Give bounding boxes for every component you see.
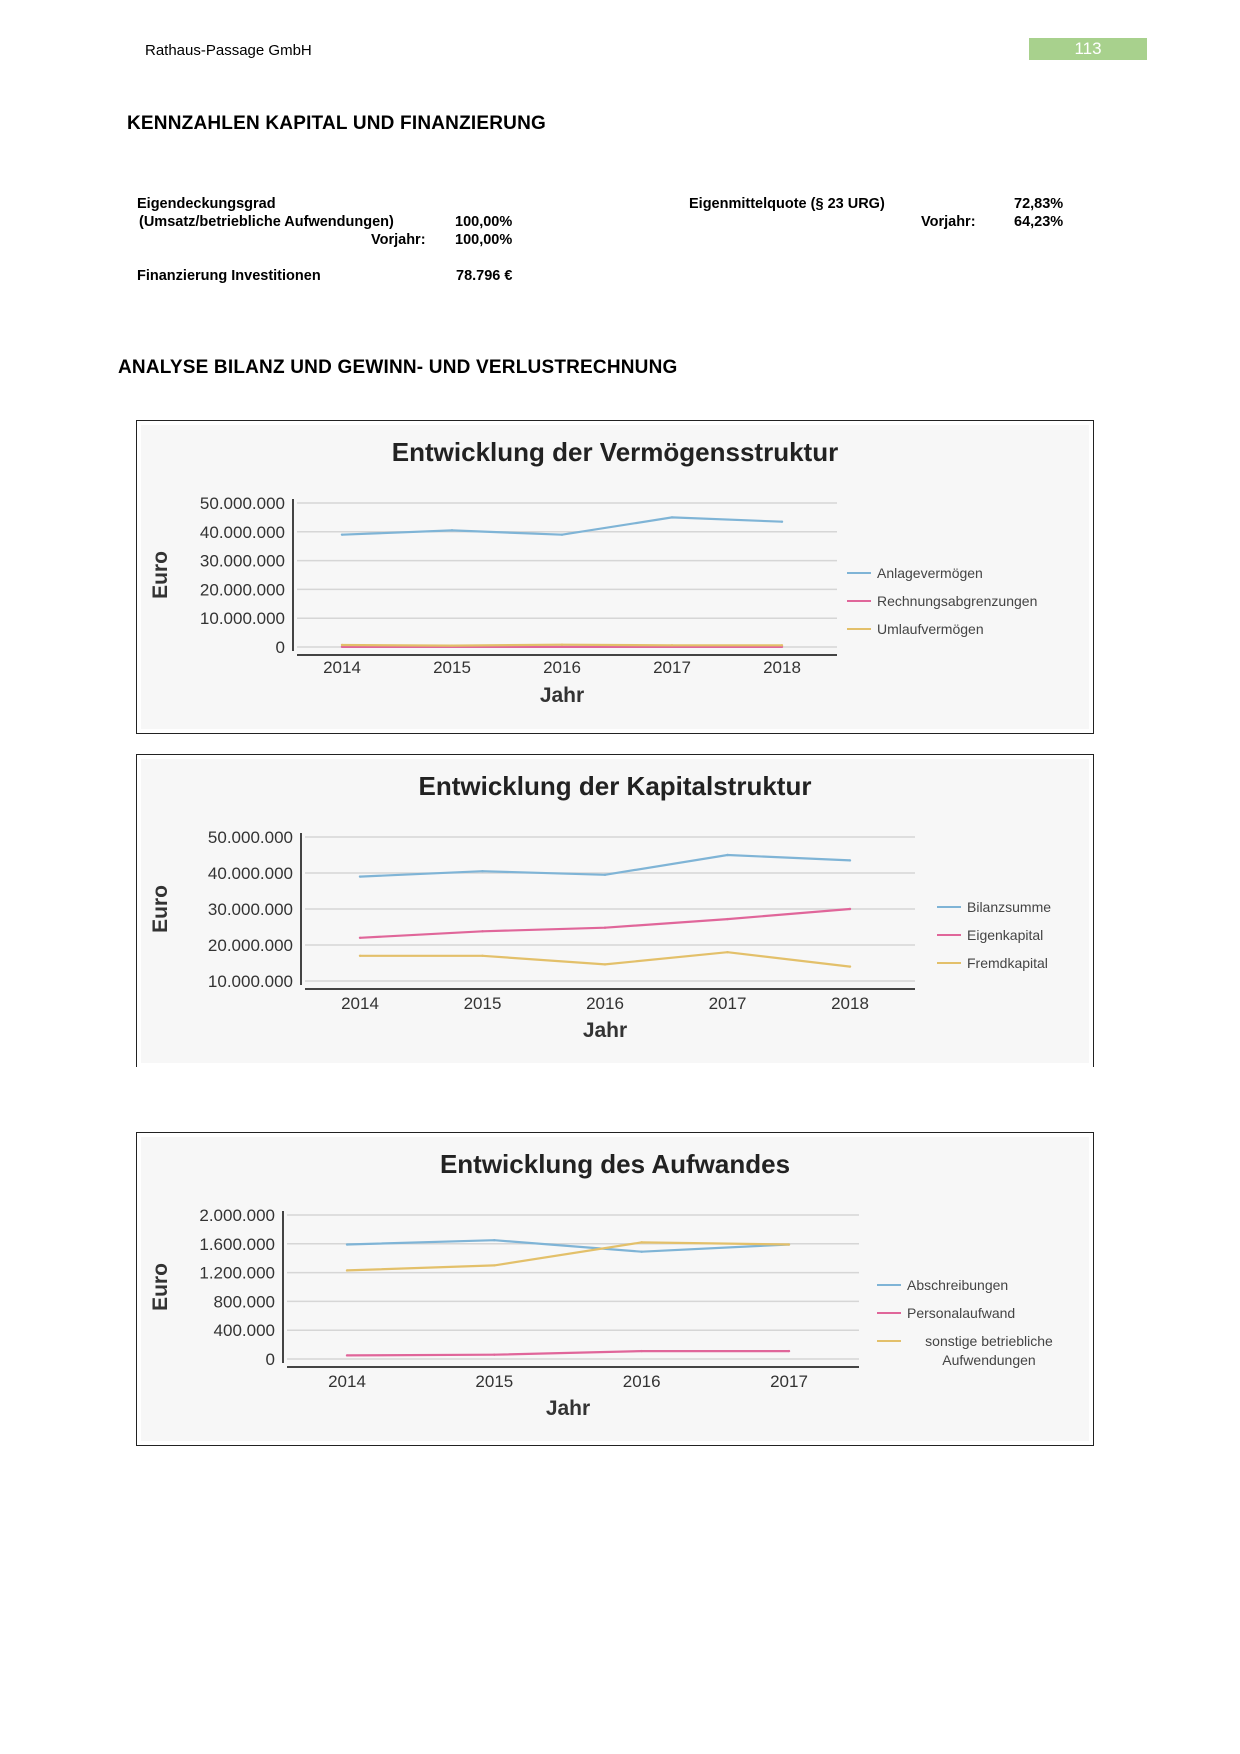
finanzierung-value: 78.796 € (456, 268, 513, 284)
data-point (493, 1264, 495, 1266)
y-tick-label: 1.200.000 (199, 1263, 275, 1283)
page-number: 113 (1029, 38, 1147, 60)
y-axis-label: Euro (149, 885, 172, 933)
y-tick-label: 30.000.000 (199, 551, 285, 571)
data-point (561, 643, 563, 645)
data-point (451, 644, 453, 646)
data-point (346, 1269, 348, 1271)
chart-title: Entwicklung der Kapitalstruktur (418, 771, 812, 801)
x-tick-label: 2017 (708, 994, 747, 1013)
data-point (359, 955, 361, 957)
section-title-kennzahlen: KENNZAHLEN KAPITAL UND FINANZIERUNG (127, 113, 547, 134)
chart-vermoegensstruktur (136, 420, 1094, 734)
legend-label: sonstige betriebliche Aufwendungen (925, 1333, 1053, 1368)
y-tick-label: 0 (265, 1350, 275, 1369)
legend-label: Umlaufvermögen (877, 621, 984, 637)
eigendeckungsgrad-sub: (Umsatz/betriebliche Aufwendungen) (139, 214, 394, 230)
eigendeckungsgrad-vorjahr-label: Vorjahr: (371, 232, 426, 248)
y-tick-label: 20.000.000 (207, 936, 293, 955)
legend-label: Anlagevermögen (877, 565, 983, 581)
y-tick-label: 40.000.000 (207, 864, 293, 883)
data-point (849, 908, 851, 910)
chart-title: Entwicklung des Aufwandes (439, 1149, 791, 1179)
data-point (604, 927, 606, 929)
x-tick-label: 2015 (475, 1372, 514, 1391)
y-tick-label: 0 (275, 638, 285, 657)
x-tick-label: 2014 (328, 1372, 366, 1391)
y-axis-label: Euro (149, 551, 172, 599)
data-point (726, 951, 728, 953)
data-point (346, 1243, 348, 1245)
data-point (451, 529, 453, 531)
x-axis-label: Jahr (539, 684, 585, 707)
y-axis-label: Euro (149, 1263, 172, 1311)
data-point (604, 874, 606, 876)
y-tick-label: 40.000.000 (199, 522, 285, 542)
y-tick-label: 800.000 (213, 1292, 275, 1312)
legend-label: Personalaufwand (907, 1305, 1016, 1321)
data-point (781, 521, 783, 523)
y-tick-label: 10.000.000 (199, 609, 285, 629)
legend-label: Eigenkapital (967, 927, 1044, 943)
x-tick-label: 2015 (463, 994, 502, 1013)
x-tick-label: 2018 (831, 994, 869, 1013)
data-point (671, 516, 673, 518)
x-tick-label: 2014 (341, 994, 379, 1013)
data-point (788, 1243, 790, 1245)
chart-aufwand (136, 1132, 1094, 1446)
data-point (493, 1239, 495, 1241)
eigenmittelquote-prev-value: 64,23% (1014, 214, 1064, 230)
eigenmittelquote-vorjahr-label: Vorjahr: (921, 214, 976, 230)
legend-label: Fremdkapital (967, 955, 1048, 971)
data-point (788, 1350, 790, 1352)
series-line-1 (347, 1351, 789, 1355)
data-point (604, 963, 606, 965)
eigendeckungsgrad-label: Eigendeckungsgrad (137, 196, 276, 212)
data-point (849, 965, 851, 967)
data-point (359, 937, 361, 939)
y-tick-label: 50.000.000 (207, 828, 293, 847)
data-point (726, 918, 728, 920)
company-name: Rathaus-Passage GmbH (145, 42, 312, 59)
data-point (561, 646, 563, 648)
series-line-0 (347, 1240, 789, 1252)
x-tick-label: 2016 (622, 1372, 661, 1391)
data-point (640, 1251, 642, 1253)
x-tick-label: 2016 (586, 994, 624, 1013)
eigenmittelquote-value: 72,83% (1014, 196, 1064, 212)
chart-vermoegensstruktur-plot (137, 421, 1093, 733)
chart-kapitalstruktur-plot (137, 755, 1093, 1067)
data-point (359, 875, 361, 877)
data-point (640, 1241, 642, 1243)
x-tick-label: 2017 (653, 658, 691, 677)
data-point (726, 854, 728, 856)
y-tick-label: 2.000.000 (199, 1206, 275, 1225)
eigendeckungsgrad-value: 100,00% (455, 214, 513, 230)
y-tick-label: 20.000.000 (199, 580, 285, 600)
chart-aufwand-plot (137, 1133, 1093, 1445)
legend-label: Rechnungsabgrenzungen (877, 593, 1038, 609)
data-point (481, 955, 483, 957)
data-point (481, 870, 483, 872)
data-point (346, 1354, 348, 1356)
section-title-analyse: ANALYSE BILANZ UND GEWINN- UND VERLUSTRECHNUNG (118, 357, 678, 378)
x-tick-label: 2018 (763, 658, 801, 677)
chart-title: Entwicklung der Vermögensstruktur (391, 437, 839, 467)
legend-label: Abschreibungen (907, 1277, 1009, 1293)
x-tick-label: 2016 (543, 658, 581, 677)
data-point (341, 533, 343, 535)
finanzierung-label: Finanzierung Investitionen (137, 268, 321, 284)
data-point (481, 930, 483, 932)
data-point (493, 1353, 495, 1355)
y-tick-label: 50.000.000 (199, 494, 285, 513)
data-point (671, 644, 673, 646)
data-point (640, 1350, 642, 1352)
eigendeckungsgrad-prev-value: 100,00% (455, 232, 513, 248)
y-tick-label: 1.600.000 (199, 1234, 275, 1254)
x-tick-label: 2014 (323, 658, 361, 677)
series-line-1 (360, 909, 850, 938)
data-point (849, 859, 851, 861)
eigenmittelquote-label: Eigenmittelquote (§ 23 URG) (689, 196, 885, 212)
y-tick-label: 30.000.000 (207, 900, 293, 919)
data-point (341, 644, 343, 646)
x-tick-label: 2015 (433, 658, 471, 677)
data-point (561, 533, 563, 535)
data-point (781, 644, 783, 646)
chart-kapitalstruktur (136, 754, 1094, 1067)
x-axis-label: Jahr (545, 1397, 591, 1420)
x-axis-label: Jahr (582, 1019, 628, 1042)
x-tick-label: 2017 (770, 1372, 808, 1391)
legend-label: Bilanzsumme (967, 899, 1052, 915)
y-tick-label: 400.000 (213, 1321, 275, 1341)
y-tick-label: 10.000.000 (207, 972, 293, 991)
